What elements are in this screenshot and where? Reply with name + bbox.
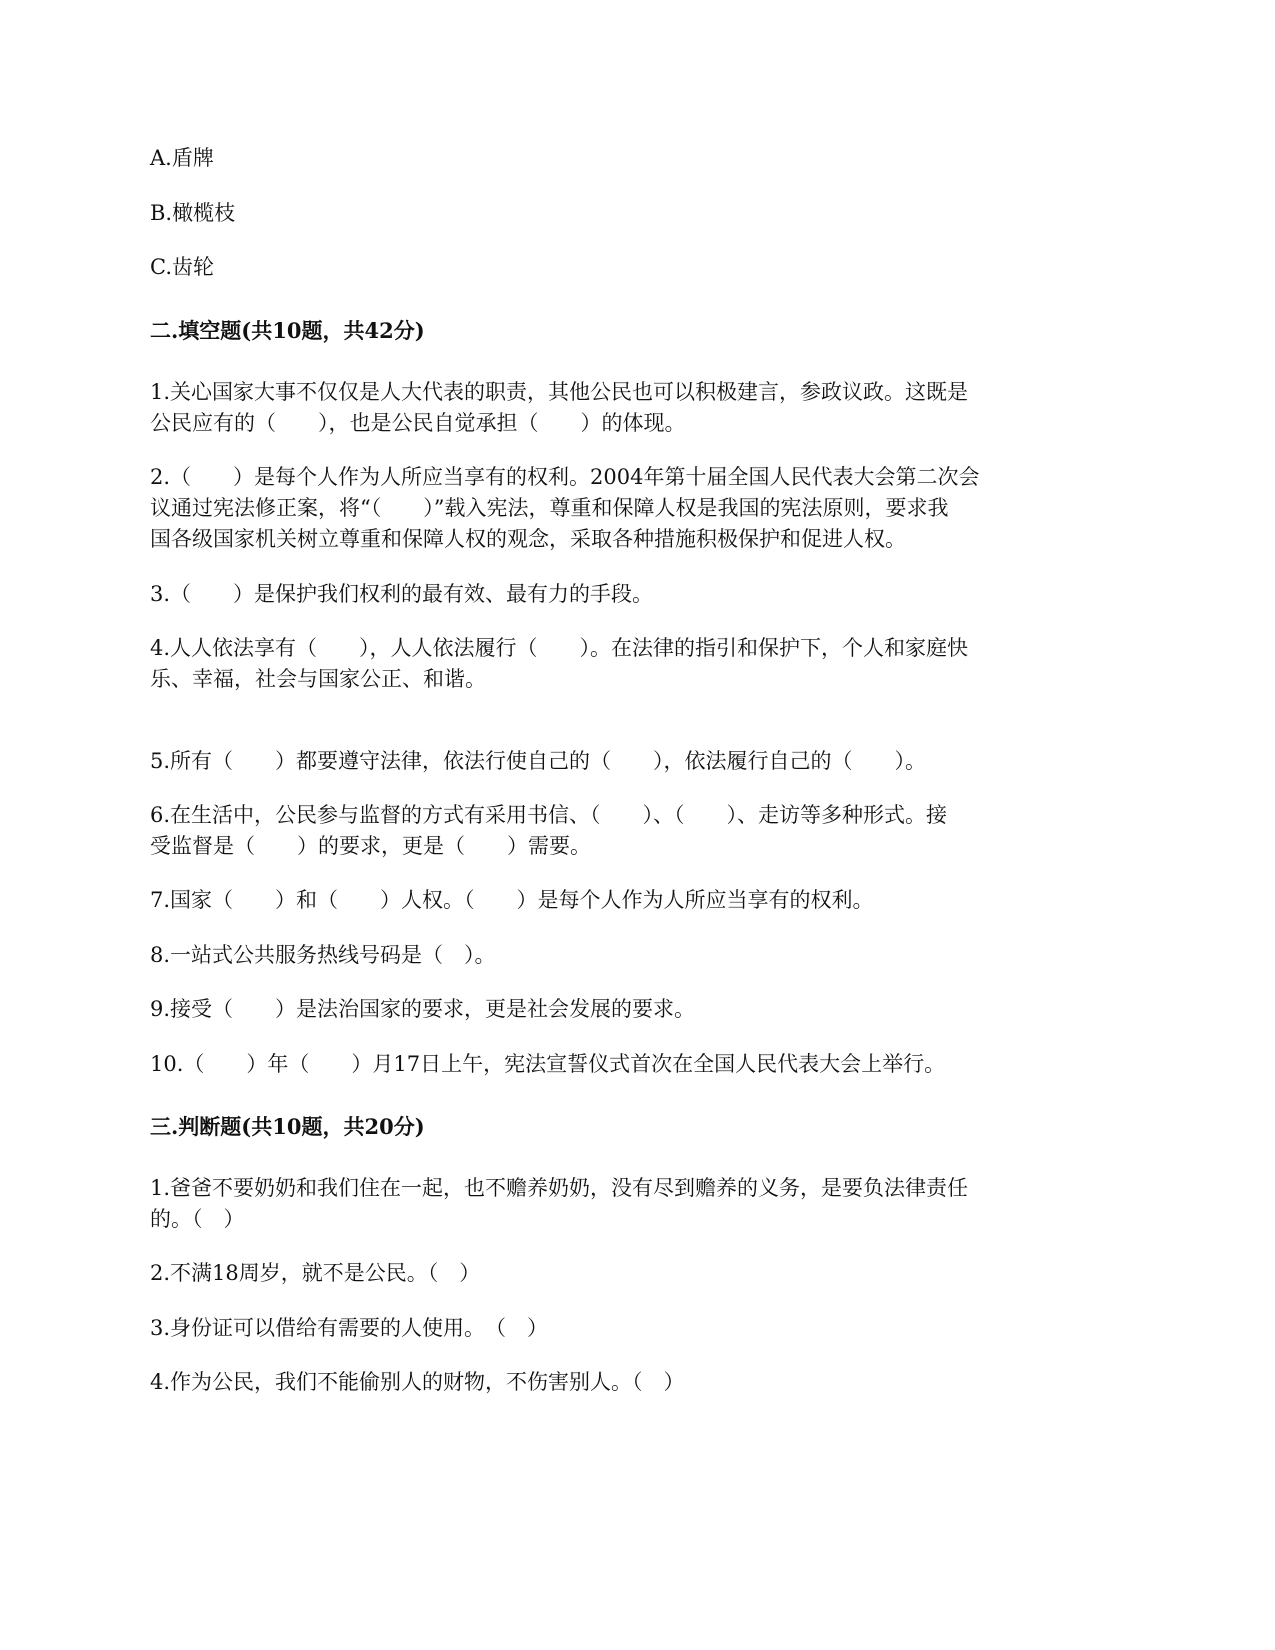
option-c: C.齿轮 <box>150 255 214 279</box>
question-line: 8.一站式公共服务热线号码是（ ）。 <box>150 943 496 967</box>
question-line: 议通过宪法修正案，将“（ ）”载入宪法，尊重和保障人权是我国的宪法原则，要求我 <box>150 496 949 520</box>
option-b: B.橄榄枝 <box>150 201 236 225</box>
question-line: 5.所有（ ）都要遵守法律，依法行使自己的（ ），依法履行自己的（ ）。 <box>150 749 927 773</box>
question-line: 2.不满18周岁，就不是公民。（ ） <box>150 1261 481 1285</box>
question-line: 4.人人依法享有（ ），人人依法履行（ ）。在法律的指引和保护下，个人和家庭快 <box>150 636 969 660</box>
question-line: 3.身份证可以借给有需要的人使用。 （ ） <box>150 1316 549 1340</box>
question-line: 公民应有的（ ），也是公民自觉承担（ ）的体现。 <box>150 411 686 435</box>
question-line: 1.爸爸不要奶奶和我们住在一起，也不赡养奶奶，没有尽到赡养的义务，是要负法律责任 <box>150 1176 969 1200</box>
question-line: 2.（ ）是每个人作为人所应当享有的权利。2004年第十届全国人民代表大会第二次会 <box>150 465 980 489</box>
question-line: 1.关心国家大事不仅仅是人大代表的职责，其他公民也可以积极建言，参政议政。这既是 <box>150 380 969 404</box>
question-line: 受监督是（ ）的要求，更是（ ）需要。 <box>150 834 591 858</box>
question-line: 3.（ ）是保护我们权利的最有效、最有力的手段。 <box>150 582 654 606</box>
question-line: 乐、幸福，社会与国家公正、和谐。 <box>150 667 486 691</box>
question-line: 10.（ ）年（ ）月17日上午，宪法宣誓仪式首次在全国人民代表大会上举行。 <box>150 1052 946 1076</box>
question-line: 6.在生活中，公民参与监督的方式有采用书信、（ ）、（ ）、走访等多种形式。接 <box>150 803 948 827</box>
section-heading-true-false: 三.判断题(共10题，共20分) <box>150 1114 425 1139</box>
question-line: 国各级国家机关树立尊重和保障人权的观念，采取各种措施积极保护和促进人权。 <box>150 527 906 551</box>
question-line: 9.接受（ ）是法治国家的要求，更是社会发展的要求。 <box>150 997 696 1021</box>
section-heading-fill-blank: 二.填空题(共10题，共42分) <box>150 318 425 343</box>
question-line: 的。（ ） <box>150 1207 245 1231</box>
option-a: A.盾牌 <box>150 146 214 170</box>
question-line: 7.国家（ ）和（ ）人权。（ ）是每个人作为人所应当享有的权利。 <box>150 888 874 912</box>
question-line: 4.作为公民，我们不能偷别人的财物，不伤害别人。（ ） <box>150 1370 685 1394</box>
